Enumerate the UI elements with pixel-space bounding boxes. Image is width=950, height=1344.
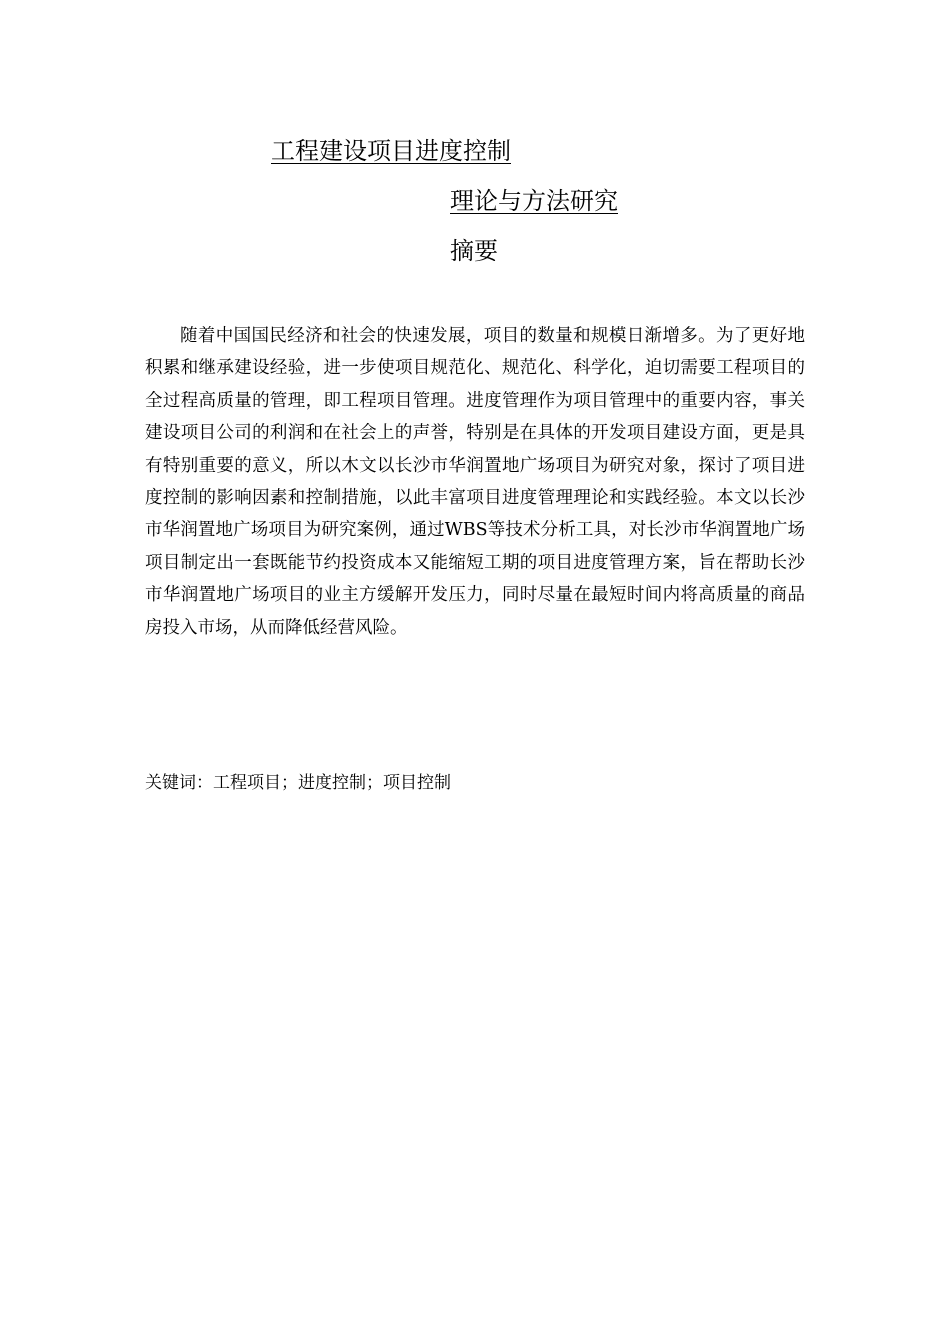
abstract-heading: 摘要	[450, 237, 498, 265]
keywords-text: 工程项目；进度控制；项目控制	[213, 773, 451, 793]
keywords-line	[145, 768, 451, 798]
title-line-1: 工程建设项目进度控制	[271, 137, 511, 165]
title-line-2: 理论与方法研究	[450, 187, 618, 215]
keywords-label: 关键词：	[145, 773, 213, 793]
abstract-body: 随着中国国民经济和社会的快速发展，项目的数量和规模日渐增多。为了更好地积累和继承建设经验，进一步使项目规范化、规范化、科学化，迫切需要工程项目的全过程高质量的管理，即工程项目管理。进度管理作为项目管理中的重要内容，事关建设项目公司的利润和在社会上的声誉，特别是在具体的开发项目建设方面，更是具有特别重要的意义，所以木文以长沙市华润置地广场项目为研究对象，探讨了项目进度控制的影响因素和控制措施，以此丰富项目进度管理理论和实践经验。本文以长沙市华润置地广场项目为研究案例，通过WBS等技术分析工具，对长沙市华润置地广场项目制定出一套既能节约投资成本又能缩短工期的项目进度管理方案，旨在帮助长沙市华润置地广场项目的业主方缓解开发压力，同时尽量在最短时间内将高质量的商品房投入市场，从而降低经营风险。	[145, 326, 805, 638]
